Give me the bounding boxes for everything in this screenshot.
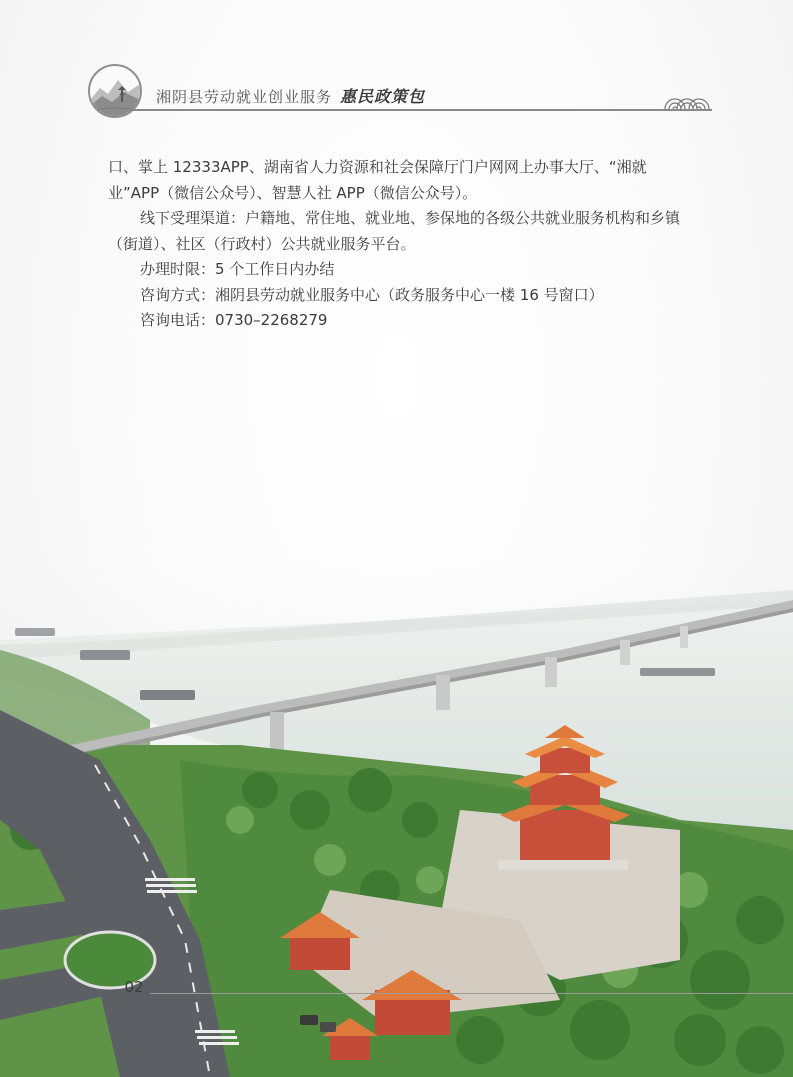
wave-pattern-icon [663, 90, 711, 110]
paragraph-consult-phone: 咨询电话：0730–2268279 [140, 311, 328, 329]
page-header [88, 62, 713, 118]
paragraph-consult-method: 咨询方式：湘阴县劳动就业服务中心（政务服务中心一楼 16 号窗口） [140, 285, 604, 304]
header-title-text: 湘阴县劳动就业创业服务 [156, 88, 333, 106]
paragraph-online-channels: 口、掌上 12333APP、湖南省人力资源和社会保障厅门户网网上办事大厅、“湘就业”APP（微信公众号）、智慧人社 APP（微信公众号）。 [108, 158, 647, 202]
paragraph-offline-channels: 线下受理渠道：户籍地、常住地、就业地、参保地的各级公共就业服务机构和乡镇（街道）、社区（行政村）公共就业服务平台。 [108, 209, 681, 253]
body-text [108, 155, 696, 334]
header-subtitle: 惠民政策包 [340, 87, 426, 106]
footer-rule [150, 993, 793, 994]
header-title [156, 84, 425, 107]
aerial-riverside-photo [0, 560, 793, 1077]
page-number: 02 [124, 978, 144, 996]
header-rule [112, 109, 712, 111]
paragraph-processing-time: 办理时限：5 个工作日内办结 [140, 260, 335, 278]
